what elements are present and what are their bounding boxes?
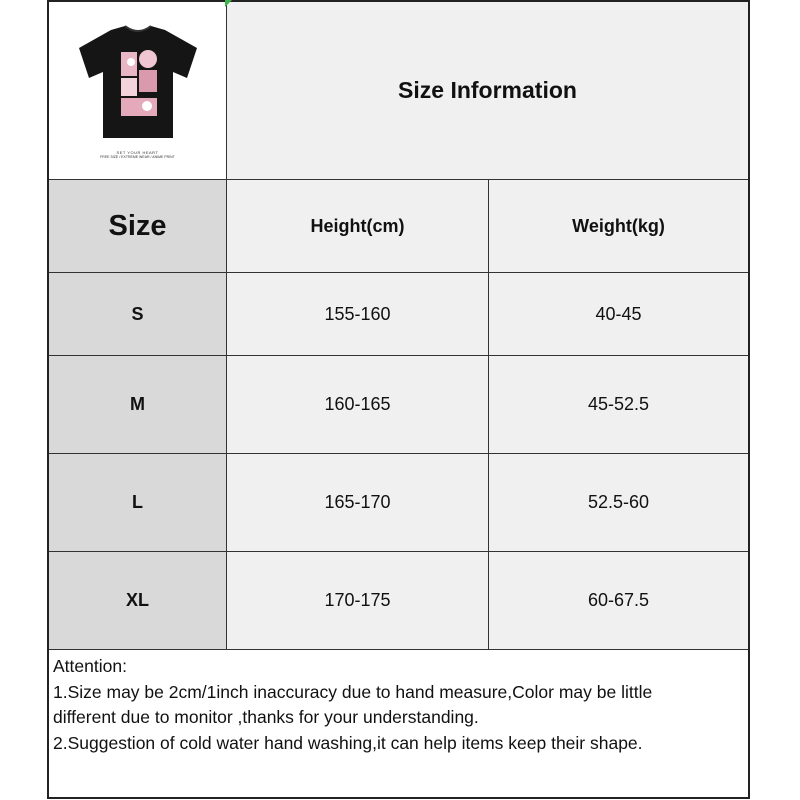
weight-cell: 60-67.5	[489, 552, 748, 650]
height-column-header: Height(cm)	[227, 180, 489, 273]
size-cell: L	[49, 454, 227, 552]
weight-cell: 52.5-60	[489, 454, 748, 552]
height-cell: 170-175	[227, 552, 489, 650]
size-cell: XL	[49, 552, 227, 650]
weight-column-header: Weight(kg)	[489, 180, 748, 273]
corner-mark	[225, 0, 232, 7]
tshirt-image	[73, 22, 203, 142]
height-cell: 155-160	[227, 273, 489, 356]
size-column-header: Size	[49, 180, 227, 273]
attention-title: Attention:	[53, 656, 127, 676]
page-title-text: Size Information	[398, 77, 577, 103]
attention-line-1: 1.Size may be 2cm/1inch inaccuracy due to hand measure,Color may be little	[53, 681, 653, 702]
product-image-cell	[49, 2, 227, 180]
attention-notes	[49, 652, 748, 758]
size-cell: M	[49, 356, 227, 454]
product-caption-line1: SET YOUR HEART	[116, 150, 159, 155]
height-cell: 160-165	[227, 356, 489, 454]
weight-cell: 45-52.5	[489, 356, 748, 454]
size-cell: S	[49, 273, 227, 356]
attention-line-2: different due to monitor ,thanks for your understanding.	[53, 707, 479, 727]
weight-cell: 40-45	[489, 273, 748, 356]
attention-line-3: 2.Suggestion of cold water hand washing,it can help items keep their shape.	[53, 732, 643, 753]
page-title	[227, 2, 748, 180]
size-chart-sheet	[47, 0, 750, 799]
product-caption-line2: FREE SIZE / EXTREME WEAR / ANIME PRINT	[100, 155, 175, 159]
height-cell: 165-170	[227, 454, 489, 552]
